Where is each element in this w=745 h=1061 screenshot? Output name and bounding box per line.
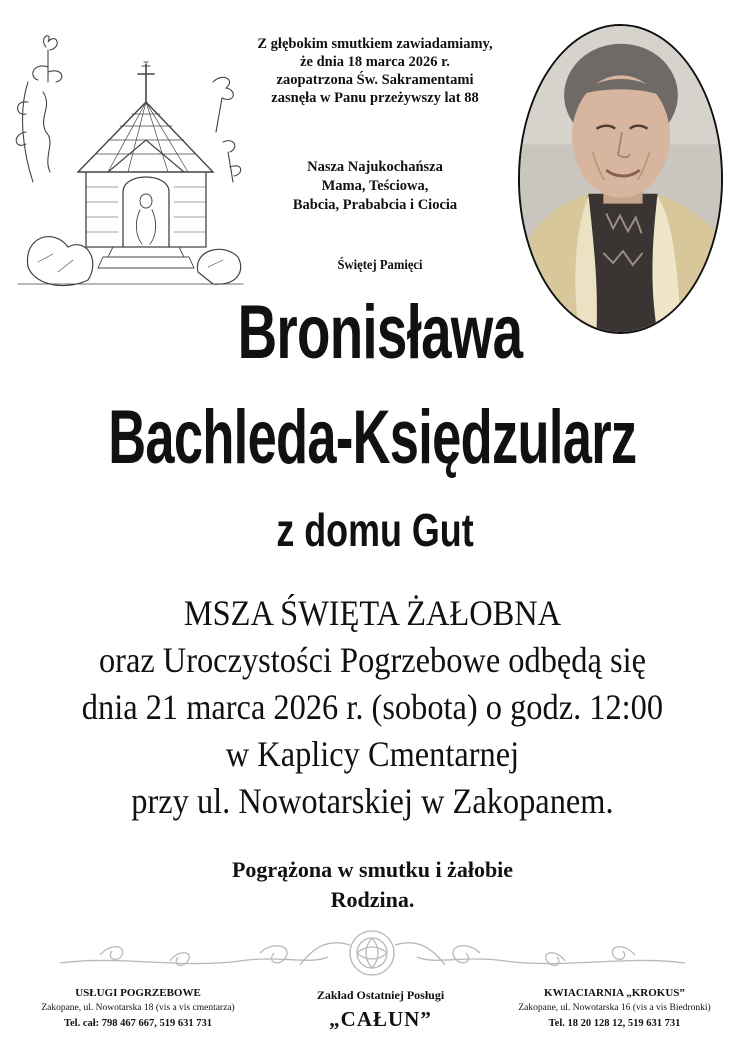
deceased-first-name: Bronisława bbox=[237, 290, 523, 375]
footer-funeral-home bbox=[283, 985, 478, 1033]
footer-right-title: KWIACIARNIA „KROKUS” bbox=[544, 987, 685, 999]
mass-line: przy ul. Nowotarskiej w Zakopanem. bbox=[131, 781, 614, 821]
footer-left-phone: Tel. cał: 798 467 667, 519 631 731 bbox=[63, 1018, 213, 1029]
footer-florist bbox=[487, 985, 742, 1031]
family-line: Mama, Teściowa, bbox=[321, 178, 429, 194]
footer-left-title: USŁUGI POGRZEBOWE bbox=[75, 987, 201, 999]
family-line: Nasza Najukochańsza bbox=[307, 159, 443, 175]
intro-line: Z głębokim smutkiem zawiadamiamy, bbox=[257, 36, 493, 52]
mass-date-line: dnia 21 marca 2026 r. (sobota) o godz. 12:00 bbox=[81, 687, 664, 727]
footer-right-address: Zakopane, ul. Nowotarska 16 (vis a vis Biedronki) bbox=[518, 1003, 711, 1013]
chapel-sketch-image bbox=[8, 22, 248, 292]
family-relations bbox=[245, 158, 505, 215]
ornament-divider bbox=[60, 925, 685, 980]
mass-line: w Kaplicy Cmentarnej bbox=[225, 734, 520, 774]
closing-line: Rodzina. bbox=[330, 887, 415, 912]
deceased-surname: Bachleda-Księdzularz bbox=[108, 395, 637, 480]
family-line: Babcia, Prababcia i Ciocia bbox=[292, 197, 458, 213]
mass-heading: MSZA ŚWIĘTA ŻAŁOBNA bbox=[183, 593, 562, 633]
funeral-mass-details bbox=[37, 590, 708, 825]
closing-line: Pogrążona w smutku i żałobie bbox=[231, 857, 514, 882]
intro-line: zaopatrzona Św. Sakramentami bbox=[276, 72, 474, 88]
footer-left-address bbox=[8, 1001, 268, 1016]
intro-line: zasnęła w Panu przeżywszy lat 88 bbox=[271, 90, 479, 106]
maiden-name: z domu Gut bbox=[276, 504, 474, 556]
announcement-intro bbox=[225, 35, 525, 107]
footer-left-note: (vis a vis cmentarza) bbox=[155, 1003, 235, 1013]
intro-line: że dnia 18 marca 2026 r. bbox=[300, 54, 450, 70]
mass-line: oraz Uroczystości Pogrzebowe odbędą się bbox=[98, 640, 646, 680]
footer-funeral-services bbox=[8, 985, 268, 1031]
closing-signature bbox=[0, 855, 745, 915]
footer-left-street: Zakopane, ul. Nowotarska 18 bbox=[41, 1003, 154, 1013]
memory-label: Świętej Pamięci bbox=[337, 258, 423, 273]
footer-middle-title: Zakład Ostatniej Posługi bbox=[316, 988, 445, 1002]
footer-right-phone: Tel. 18 20 128 12, 519 631 731 bbox=[548, 1018, 681, 1029]
footer-middle-brand: „CAŁUN” bbox=[329, 1007, 432, 1031]
